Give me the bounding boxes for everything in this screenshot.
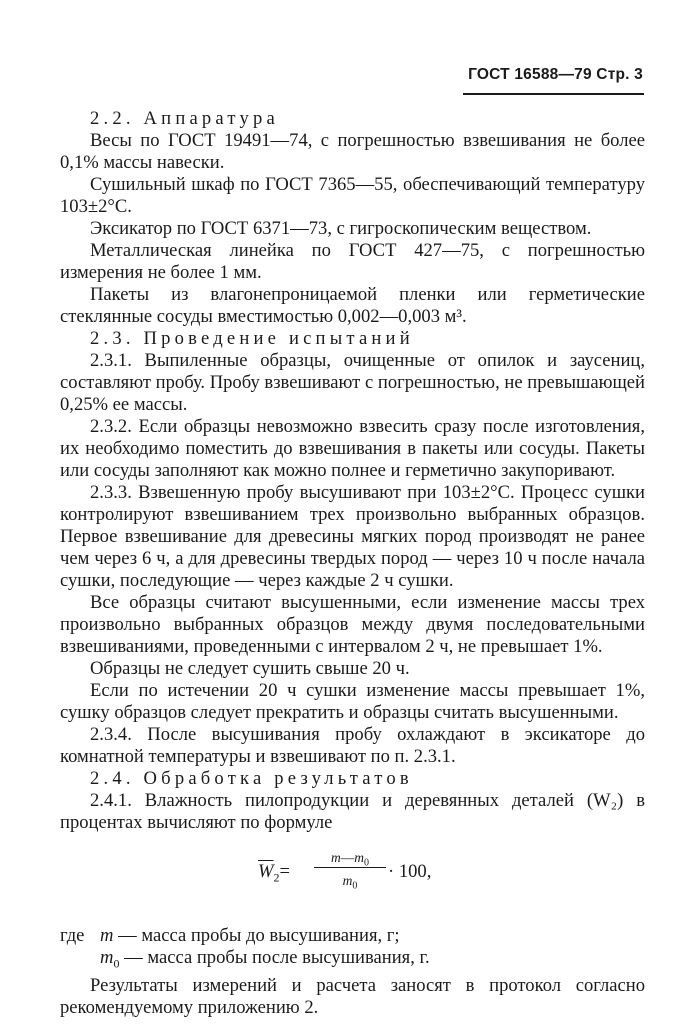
paragraph-stop-drying: Если по истечении 20 ч сушки изменение массы превышает 1%, сушку образцов следует прекратить и образцы считать высушенными. <box>60 680 645 723</box>
paragraph-2-3-2: 2.3.2. Если образцы невозможно взвесить сразу после изготовления, их необходимо поместить до взвешивания в пакеты или сосуды. Пакеты или сосуды заполняют как можно полнее и герметично закупоривают. <box>60 416 645 481</box>
formula-multiplier: · 100, <box>388 861 432 882</box>
document-body <box>60 108 645 1019</box>
paragraph-2-3-1: 2.3.1. Выпиленные образцы, очищенные от опилок и заусениц, составляют пробу. Пробу взвешивают с погрешностью, не превышающей 0,25% ее массы. <box>60 350 645 415</box>
legend-line-1: где m — масса пробы до высушивания, г; <box>60 925 400 946</box>
paragraph-scales: Весы по ГОСТ 19491—74, с погрешностью взвешивания не более 0,1% массы навески. <box>60 130 645 173</box>
paragraph-2-3-3: 2.3.3. Взвешенную пробу высушивают при 103±2°С. Процесс сушки контролируют взвешиванием трех произвольно выбранных образцов. Первое взвешивание для древесины мягких пород производят не ранее чем через 6 ч, а для древесины твердых пород — через 10 ч после начала сушки, последующие — через каждые 2 ч сушки. <box>60 482 645 591</box>
page-header: ГОСТ 16588—79 Стр. 3 <box>468 66 643 83</box>
header-rule <box>463 93 644 95</box>
paragraph-desiccator: Эксикатор по ГОСТ 6371—73, с гигроскопическим веществом. <box>90 218 592 239</box>
paragraph-dried-criteria: Все образцы считают высушенными, если изменение массы трех произвольно выбранных образцов между двумя последовательными взвешиваниями, проведенными с интервалом 2 ч, не превышает 1%. <box>60 592 645 657</box>
paragraph-max-drying: Образцы не следует сушить свыше 20 ч. <box>90 658 410 679</box>
formula-fraction <box>314 847 386 898</box>
section-2-3-heading: 2.3. Проведение испытаний <box>90 328 414 349</box>
section-2-4-heading: 2.4. Обработка результатов <box>90 768 413 789</box>
paragraph-results: Результаты измерений и расчета заносят в протокол согласно рекомендуемому приложению 2. <box>60 974 645 1018</box>
formula-lhs: $\overline{W}_2=$ <box>258 861 290 885</box>
section-2-2-heading: 2.2. Аппаратура <box>90 108 279 129</box>
legend-line-2: $m_0$ — масса пробы после высушивания, г. <box>100 947 430 971</box>
paragraph-packages: Пакеты из влагонепроницаемой пленки или герметические стеклянные сосуды вместимостью 0,002—0,003 м³. <box>60 284 645 327</box>
fraction-bar <box>314 867 386 868</box>
moisture-formula <box>60 841 645 915</box>
paragraph-2-4-1: 2.4.1. Влажность пилопродукции и деревянных деталей (W₂) в процентах вычисляют по формуле <box>60 790 645 833</box>
paragraph-ruler: Металлическая линейка по ГОСТ 427—75, с погрешностью измерения не более 1 мм. <box>60 240 645 283</box>
formula-numerator: $m—m_0$ <box>331 850 369 869</box>
formula-denominator: $m_0$ <box>342 873 358 892</box>
paragraph-2-3-4: 2.3.4. После высушивания пробу охлаждают в эксикаторе до комнатной температуры и взвешивают по п. 2.3.1. <box>60 724 645 767</box>
paragraph-oven: Сушильный шкаф по ГОСТ 7365—55, обеспечивающий температуру 103±2°С. <box>60 174 645 217</box>
